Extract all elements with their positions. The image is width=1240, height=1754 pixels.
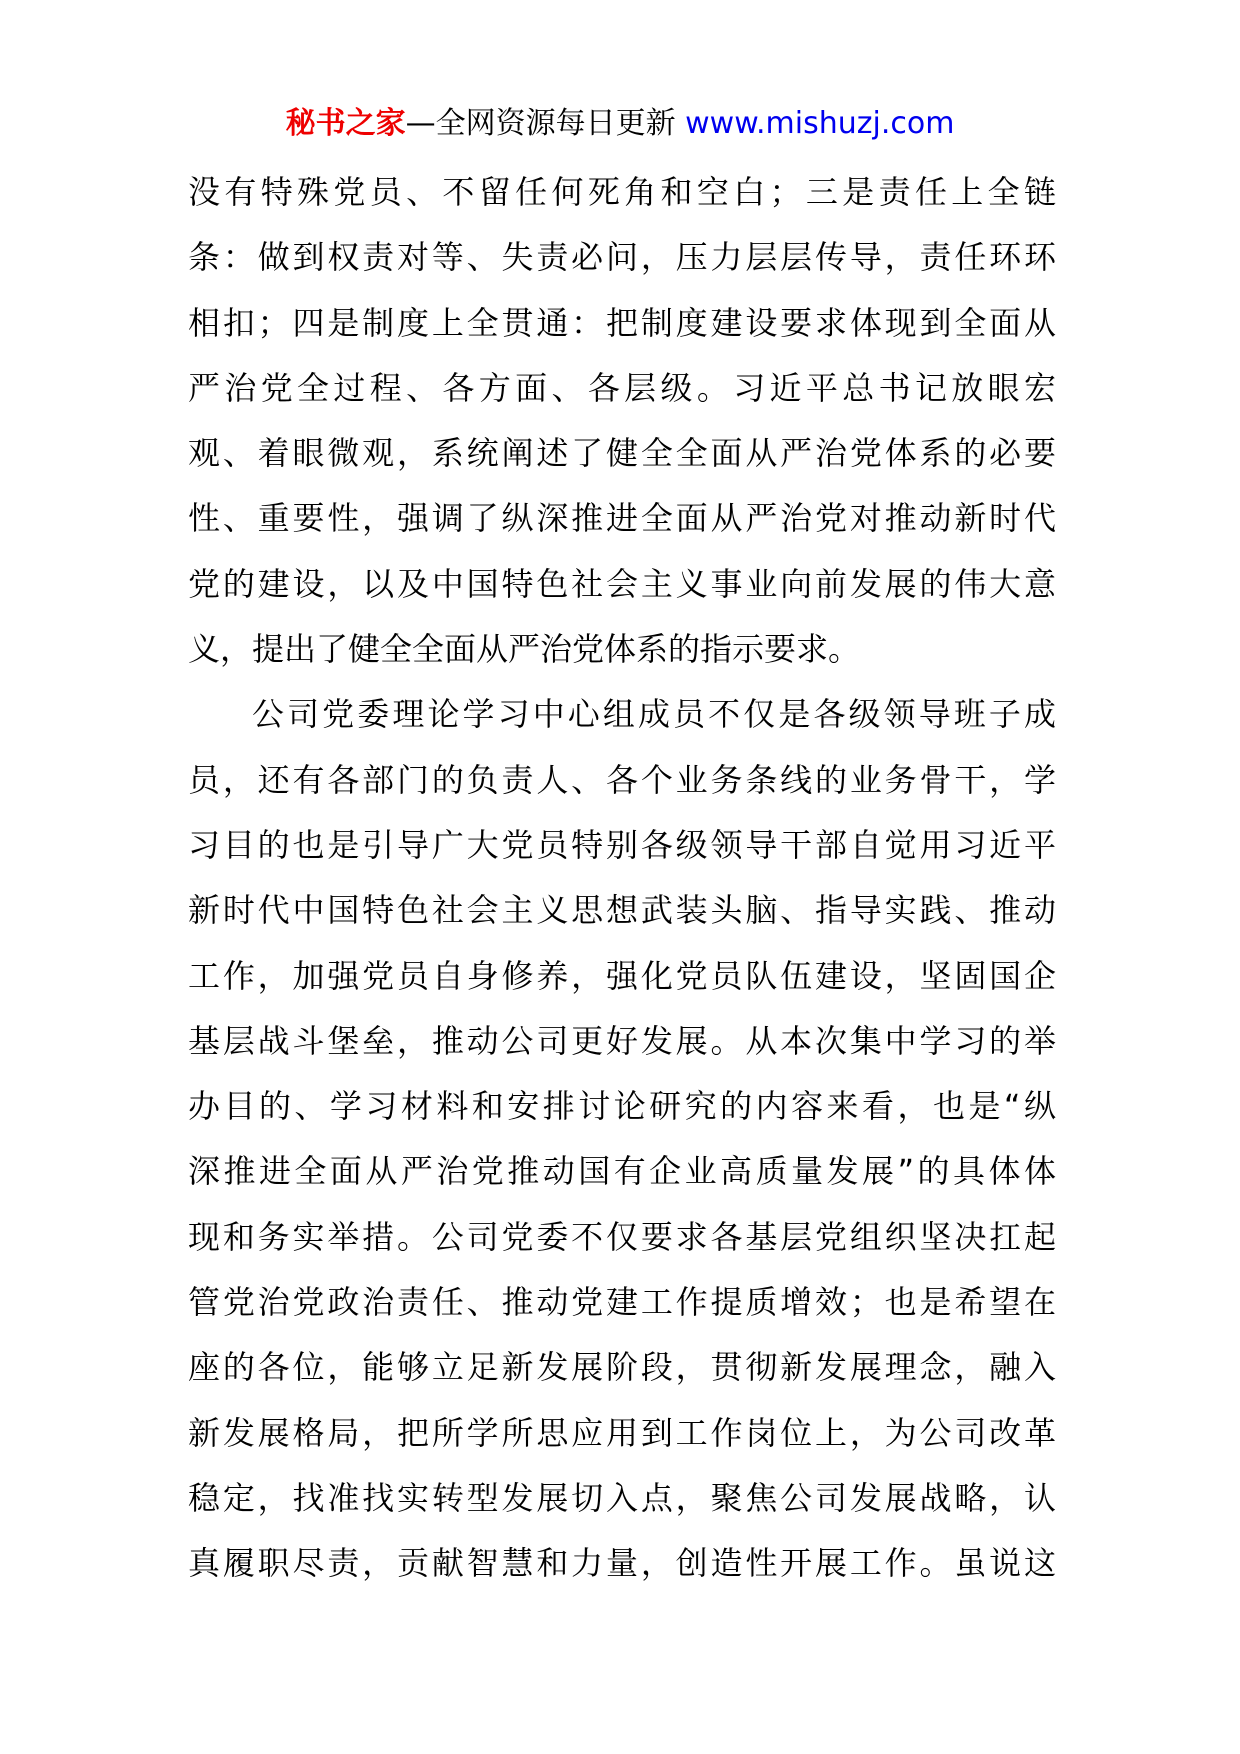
text-line: 新发展格局，把所学所思应用到工作岗位上，为公司改革 [188,1413,1056,1452]
text-line: 现和务实举措。公司党委不仅要求各基层党组织坚决扛起 [188,1217,1056,1256]
text-line: 真履职尽责，贡献智慧和力量，创造性开展工作。虽说这 [188,1544,1056,1583]
text-line: 座的各位，能够立足新发展阶段，贯彻新发展理念，融入 [188,1348,1056,1387]
text-line: 新时代中国特色社会主义思想武装头脑、指导实践、推动 [188,891,1056,930]
header-brand: 秘书之家 [285,106,406,141]
text-line: 相扣；四是制度上全贯通：把制度建设要求体现到全面从 [188,303,1056,342]
text-line: 稳定，找准找实转型发展切入点，聚焦公司发展战略，认 [188,1478,1056,1517]
text-line: 习目的也是引导广大党员特别各级领导干部自觉用习近平 [188,825,1056,864]
text-line: 深推进全面从严治党推动国有企业高质量发展”的具体体 [188,1152,1056,1191]
header-tagline: —全网资源每日更新 [405,106,676,141]
text-line: 观、着眼微观，系统阐述了健全全面从严治党体系的必要 [188,434,1056,473]
text-line: 条：做到权责对等、失责必问，压力层层传导，责任环环 [188,238,1056,277]
text-line: 基层战斗堡垒，推动公司更好发展。从本次集中学习的举 [188,1021,1056,1060]
text-line: 性、重要性，强调了纵深推进全面从严治党对推动新时代 [188,499,1056,538]
page-header [0,100,1240,148]
header-url-link[interactable]: www.mishuzj.com [685,106,955,141]
text-line: 公司党委理论学习中心组成员不仅是各级领导班子成 [252,695,1056,734]
text-line: 没有特殊党员、不留任何死角和空白；三是责任上全链 [188,173,1056,211]
text-line: 工作，加强党员自身修养，强化党员队伍建设，坚固国企 [188,956,1056,995]
text-line: 党的建设，以及中国特色社会主义事业向前发展的伟大意 [188,564,1056,603]
document-body [188,160,1056,1597]
text-line: 办目的、学习材料和安排讨论研究的内容来看，也是“纵 [188,1087,1056,1126]
text-line: 员，还有各部门的负责人、各个业务条线的业务骨干，学 [188,760,1056,799]
text-line: 严治党全过程、各方面、各层级。习近平总书记放眼宏 [188,368,1056,407]
text-line: 管党治党政治责任、推动党建工作提质增效；也是希望在 [188,1283,1056,1322]
text-line: 义，提出了健全全面从严治党体系的指示要求。 [188,630,861,669]
